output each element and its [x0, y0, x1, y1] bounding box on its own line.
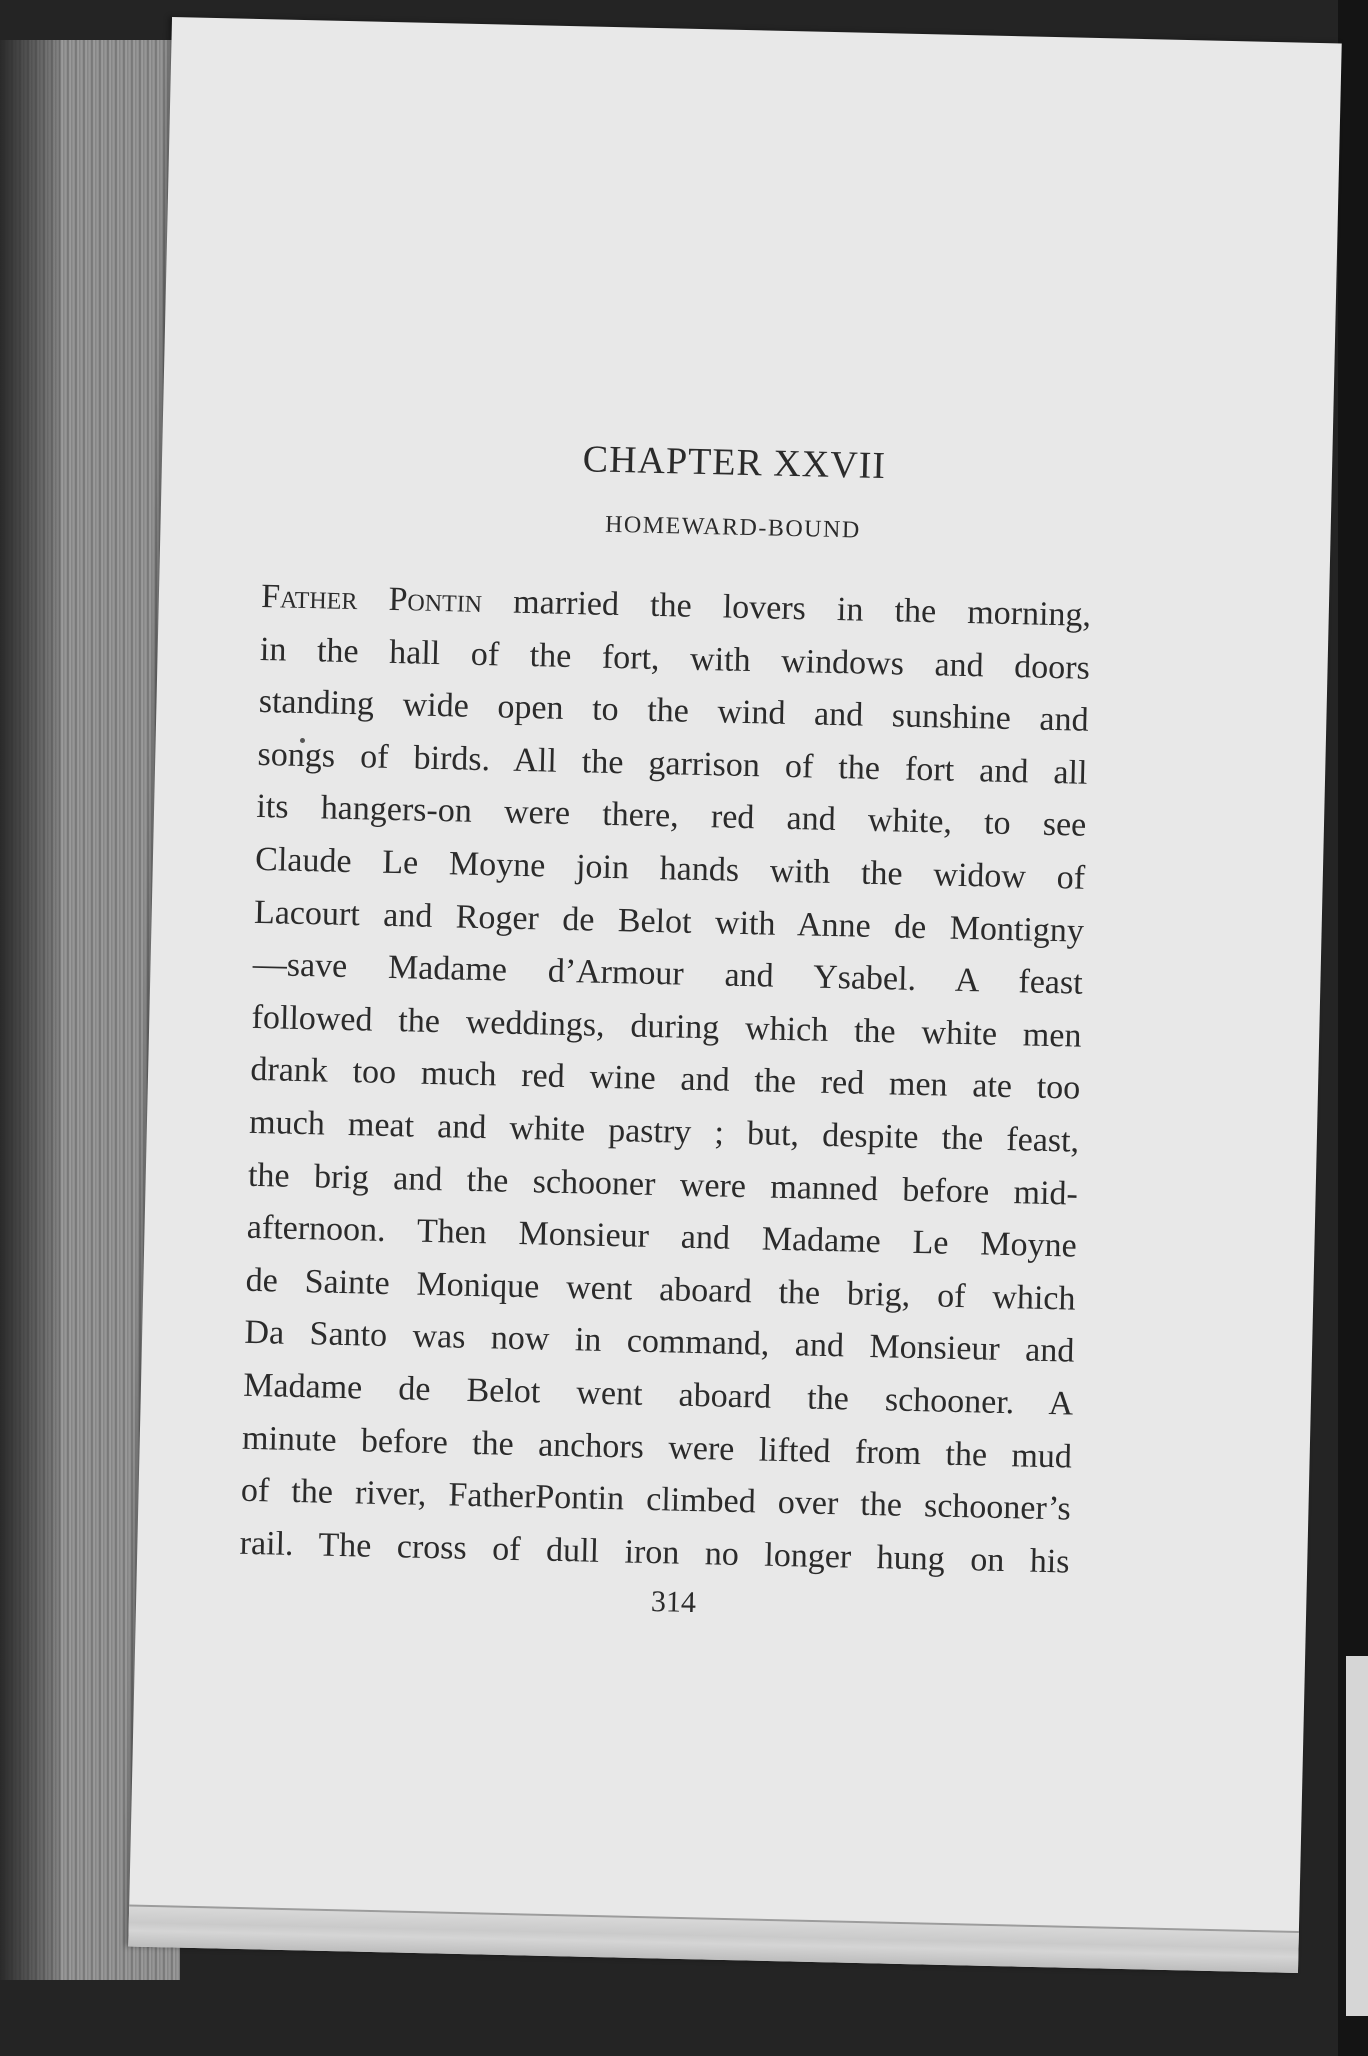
- opening-words: Father Pontin: [260, 577, 483, 620]
- body-line: much meat and white pastry ; but, despite the feast,: [248, 1103, 1080, 1160]
- body-line: rail. The cross of dull iron no longer hung on his: [239, 1524, 1070, 1581]
- body-line: —save Madame d’Armour and Ysabel. A feast: [252, 946, 1084, 1002]
- body-line: drank too much red wine and the red men ate too: [250, 1051, 1081, 1108]
- chapter-title: CHAPTER XXVII: [582, 438, 887, 488]
- next-page-sliver: [1346, 1656, 1368, 2016]
- body-line: in the hall of the fort, with windows and doors: [259, 630, 1091, 687]
- body-line: songs of birds. All the garrison of the fort and all: [257, 735, 1088, 792]
- chapter-body: [239, 571, 1091, 1589]
- body-line: its hangers-on were there, red and white, to see: [256, 788, 1087, 845]
- body-line: de Sainte Monique went aboard the brig, of which: [245, 1261, 1076, 1318]
- body-line: Claude Le Moyne join hands with the widow of: [254, 840, 1086, 897]
- body-line: Father Pontin married the lovers in the morning,: [260, 577, 1092, 634]
- body-line: the brig and the schooner were manned before mid-: [247, 1156, 1079, 1213]
- body-line: followed the weddings, during which the white men: [251, 998, 1082, 1055]
- chapter-subtitle: HOMEWARD-BOUND: [604, 511, 861, 544]
- body-line: minute before the anchors were lifted from the mud: [241, 1419, 1073, 1476]
- binding-shadow: [0, 40, 60, 1980]
- body-line: of the river, FatherPontin climbed over the schooner’s: [240, 1471, 1072, 1528]
- body-line: afternoon. Then Monsieur and Madame Le Moyne: [246, 1208, 1078, 1265]
- body-line: Da Santo was now in command, and Monsieur and: [244, 1314, 1075, 1370]
- page-bottom-edge: [128, 1904, 1299, 1973]
- body-line: Lacourt and Roger de Belot with Anne de Montigny: [253, 893, 1085, 950]
- body-line: Madame de Belot went aboard the schooner. A: [242, 1366, 1074, 1423]
- body-line: standing wide open to the wind and sunshine and: [258, 683, 1090, 739]
- page-content: [238, 430, 1095, 1629]
- page-number: 314: [650, 1585, 697, 1620]
